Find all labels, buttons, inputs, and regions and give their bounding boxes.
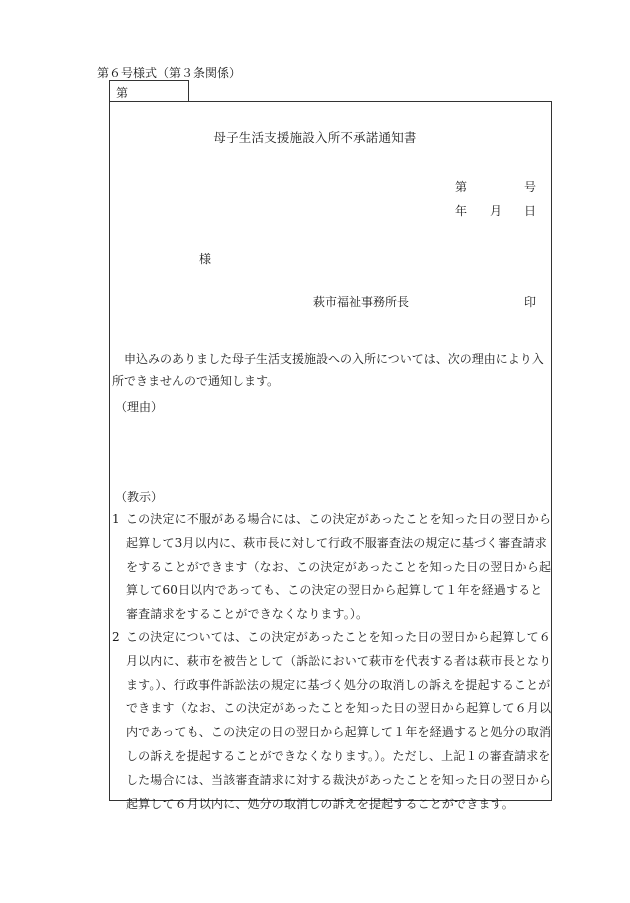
instruction-number: 1 [112,512,120,526]
instruction-number: 2 [112,630,120,644]
document-number-box [109,80,189,101]
instruction-heading: （教示） [115,490,164,504]
notice-body-text: 申込みのありました母子生活支援施設への入所については、次の理由により入所できませんので通知します。 [112,352,544,388]
instruction-item-2 [112,626,552,816]
number-prefix: 第 [455,180,468,194]
date-month: 月 [490,204,503,218]
instruction-item-1 [112,508,552,627]
instruction-text: この決定に不服がある場合には、この決定があったことを知った日の翌日から起算して3月以内に、萩市長に対して行政不服審査法の規定に基づく審査請求をすることができます（なお、この決定があったことを知った日の翌日から起算して60日以内であっても、この決定の翌日から起算して１年を経過すると審査請求をすることができなくなります。）。 [126,512,552,622]
issuer-name: 萩市福祉事務所長 [313,295,410,309]
notice-body [112,348,546,392]
form-label: 第６号様式（第３条関係） [97,66,242,80]
date-year: 年 [455,204,468,218]
recipient-suffix: 様 [199,252,212,266]
date-day: 日 [524,204,537,218]
instruction-text: この決定については、この決定があったことを知った日の翌日から起算して６月以内に、萩市を被告として（訴訟において萩市を代表する者は萩市長となります。）、行政事件訴訟法の規定に基づく処分の取消しの訴えを提起することができます（なお、この決定があったことを知った日の翌日から起算して６月以内であっても、この決定の日の翌日から起算して１年を経過すると処分の取消しの訴えを提起することができなくなります。）。ただし、上記１の審査請求をした場合には、当該審査請求に対する裁決があったことを知った日の翌日から起算して６月以内に、処分の取消しの訴えを提起することができます。 [126,630,552,811]
document-title: 母子生活支援施設入所不承諾通知書 [213,130,417,145]
number-box-label: 第 [116,86,129,100]
number-suffix: 号 [524,180,537,194]
reason-heading: （理由） [115,400,164,414]
seal-mark: 印 [524,295,537,309]
